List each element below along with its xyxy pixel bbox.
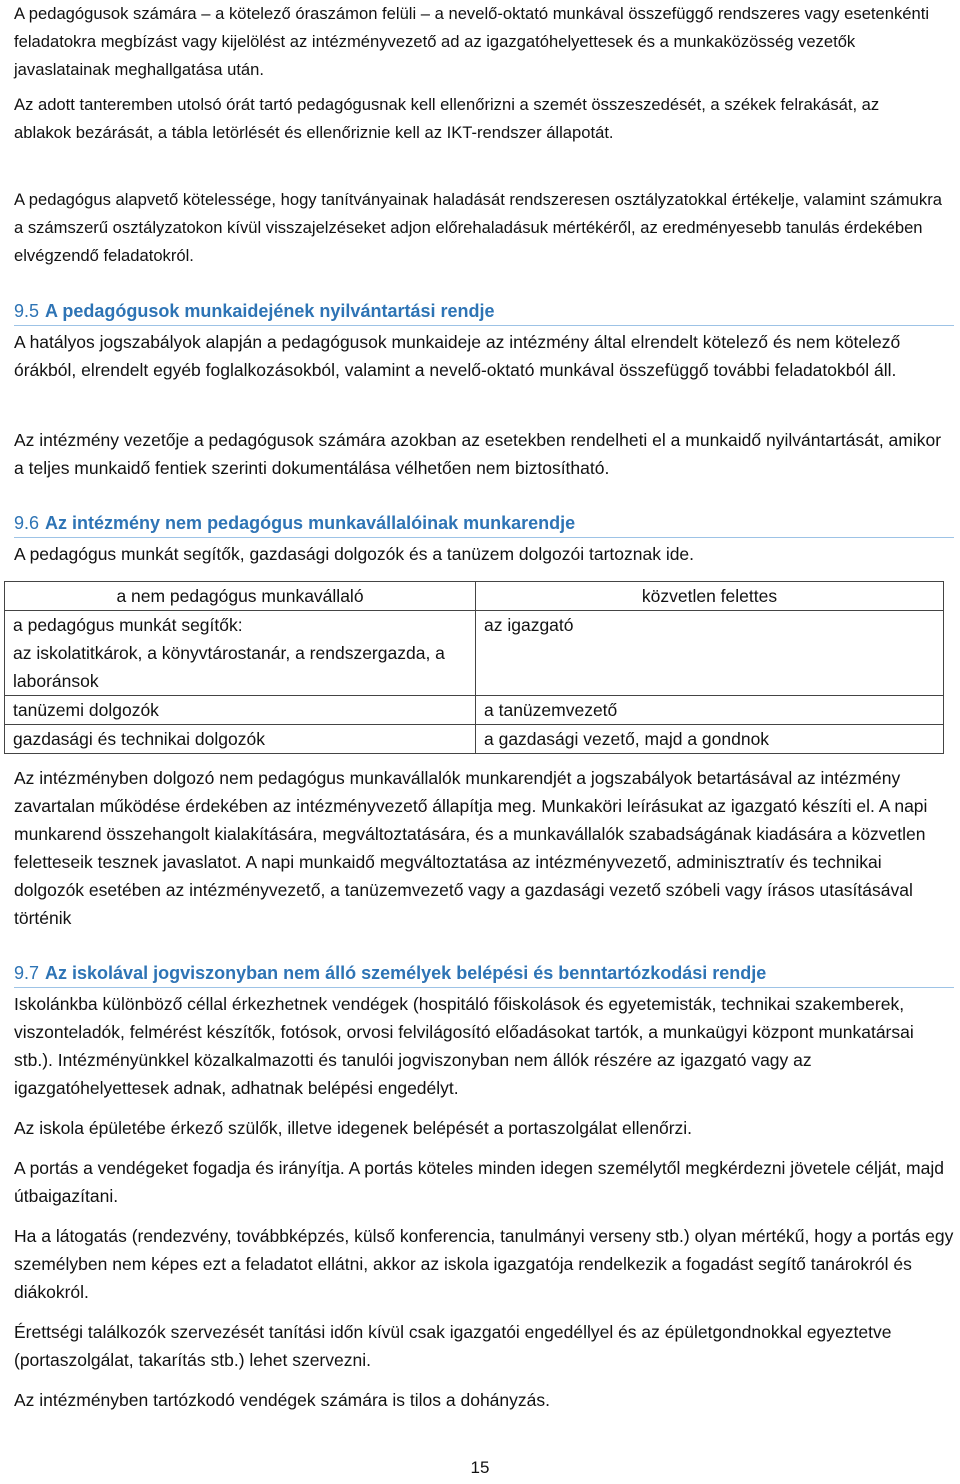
section-heading: [14, 510, 954, 538]
employee-table-wrapper: [14, 581, 944, 754]
table-header-cell: a nem pedagógus munkavállaló: [5, 582, 476, 611]
section-number: 9.6: [14, 513, 40, 533]
page-number: 15: [470, 1458, 490, 1477]
table-cell: tanüzemi dolgozók: [5, 696, 476, 725]
table-row: [5, 725, 944, 754]
table-cell-line: az iskolatitkárok, a könyvtárostanár, a rendszergazda, a laboránsok: [13, 643, 445, 691]
intro-paragraph-1: A pedagógusok számára – a kötelező óraszámon felüli – a nevelő-oktató munkával összefüggő rendszeres vagy esetenkénti feladatokra megbízást vagy kijelölést az intézményvezető ad az igazgatóhelyettesek és a munkaközösség vezetők javaslatainak meghallgatása után.: [14, 4, 930, 79]
section-9-7-paragraph-3: A portás a vendégeket fogadja és irányítja. A portás köteles minden idegen személytől megkérdezni jövetele célját, majd útbaigazítani.: [14, 1158, 944, 1206]
table-header-cell: közvetlen felettes: [476, 582, 944, 611]
table-cell: gazdasági és technikai dolgozók: [5, 725, 476, 754]
table-cell: az igazgató: [476, 611, 944, 696]
section-title: Az intézmény nem pedagógus munkavállalóinak munkarendje: [45, 513, 576, 533]
section-9-6-paragraph-2: Az intézményben dolgozó nem pedagógus munkavállalók munkarendjét a jogszabályok betartásával az intézmény zavartalan működése érdekében az intézményvezető állapítja meg. Munkaköri leírásukat az igazgató készíti el. A napi munkarend összehangolt kialakítására, megváltoztatására, és a munkavállalók szabadságának kiadására a közvetlen feletteseik tesznek javaslatot. A napi munkaidő megváltoztatása az intézményvezető, adminisztratív és technikai dolgozók esetében az intézményvezető, a tanüzemvezető vagy a gazdasági vezető szóbeli vagy írásos utasításával történik: [14, 768, 928, 928]
section-9-5: [14, 298, 954, 384]
table-row: [5, 611, 944, 696]
table-cell-line: a pedagógus munkát segítők:: [13, 615, 243, 635]
employee-superior-table: [4, 581, 944, 754]
section-number: 9.7: [14, 963, 40, 983]
section-title: A pedagógusok munkaidejének nyilvántartási rendje: [45, 301, 495, 321]
section-9-5-paragraph-2: Az intézmény vezetője a pedagógusok számára azokban az esetekben rendelheti el a munkaidő nyilvántartását, amikor a teljes munkaidő fentiek szerinti dokumentálása vélhetően nem biztosítható.: [14, 430, 942, 478]
section-9-6-paragraph-1: A pedagógus munkát segítők, gazdasági dolgozók és a tanüzem dolgozói tartoznak ide.: [14, 544, 695, 564]
intro-paragraph-2: Az adott tanteremben utolsó órát tartó pedagógusnak kell ellenőrizni a szemét összeszedését, a székek felrakását, az ablakok bezárását, a tábla letörlését és ellenőriznie kell az IKT-rendszer állapotát.: [14, 95, 880, 142]
table-cell: a tanüzemvezető: [476, 696, 944, 725]
intro-paragraph-3: A pedagógus alapvető kötelessége, hogy tanítványainak haladását rendszeresen osztályzatokkal értékelje, valamint számukra a számszerű osztályzatokon kívül visszajelzéseket adjon előrehaladásuk mértékéről, az eredményesebb tanulás érdekében elvégzendő feladatokról.: [14, 190, 942, 265]
section-title: Az iskolával jogviszonyban nem álló személyek belépési és benntartózkodási rendje: [45, 963, 767, 983]
table-cell: [5, 611, 476, 696]
section-number: 9.5: [14, 301, 40, 321]
table-cell: a gazdasági vezető, majd a gondnok: [476, 725, 944, 754]
section-heading: [14, 298, 954, 326]
section-9-7-paragraph-4: Ha a látogatás (rendezvény, továbbképzés, külső konferencia, tanulmányi verseny stb.) olyan mértékű, hogy a portás egy személyben nem képes ezt a feladatot ellátni, akkor az iskola igazgatója rendelkezik a fogadást segítő tanárokról és diákokról.: [14, 1226, 954, 1302]
section-9-7-paragraph-2: Az iskola épületébe érkező szülők, illetve idegenek belépését a portaszolgálat ellenőrzi.: [14, 1118, 693, 1138]
section-9-6: [14, 510, 954, 568]
section-9-7-paragraph-1: Iskolánkba különböző céllal érkezhetnek vendégek (hospitáló főiskolások és egyetemisták, technikai szakemberek, viszonteladók, felmérést készítők, fotósok, orvosi felvilágosító előadásokat tartók, a munkaügyi központ munkatársai stb.). Intézményünkkel közalkalmazotti és tanulói jogviszonyban nem állók részére az igazgató vagy az igazgatóhelyettesek adnak, adhatnak belépési engedélyt.: [14, 994, 914, 1098]
section-heading: [14, 960, 954, 988]
table-header-row: [5, 582, 944, 611]
section-9-7-paragraph-6: Az intézményben tartózkodó vendégek számára is tilos a dohányzás.: [14, 1390, 550, 1410]
section-9-5-paragraph-1: A hatályos jogszabályok alapján a pedagógusok munkaideje az intézmény által elrendelt kötelező és nem kötelező órákból, elrendelt egyéb foglalkozásokból, valamint a nevelő-oktató munkával összefüggő további feladatokból áll.: [14, 332, 901, 380]
section-9-7: [14, 960, 954, 1102]
section-9-7-paragraph-5: Érettségi találkozók szervezését tanítási időn kívül csak igazgatói engedéllyel és az épületgondnokkal egyeztetve (portaszolgálat, takarítás stb.) lehet szervezni.: [14, 1322, 892, 1370]
table-row: [5, 696, 944, 725]
